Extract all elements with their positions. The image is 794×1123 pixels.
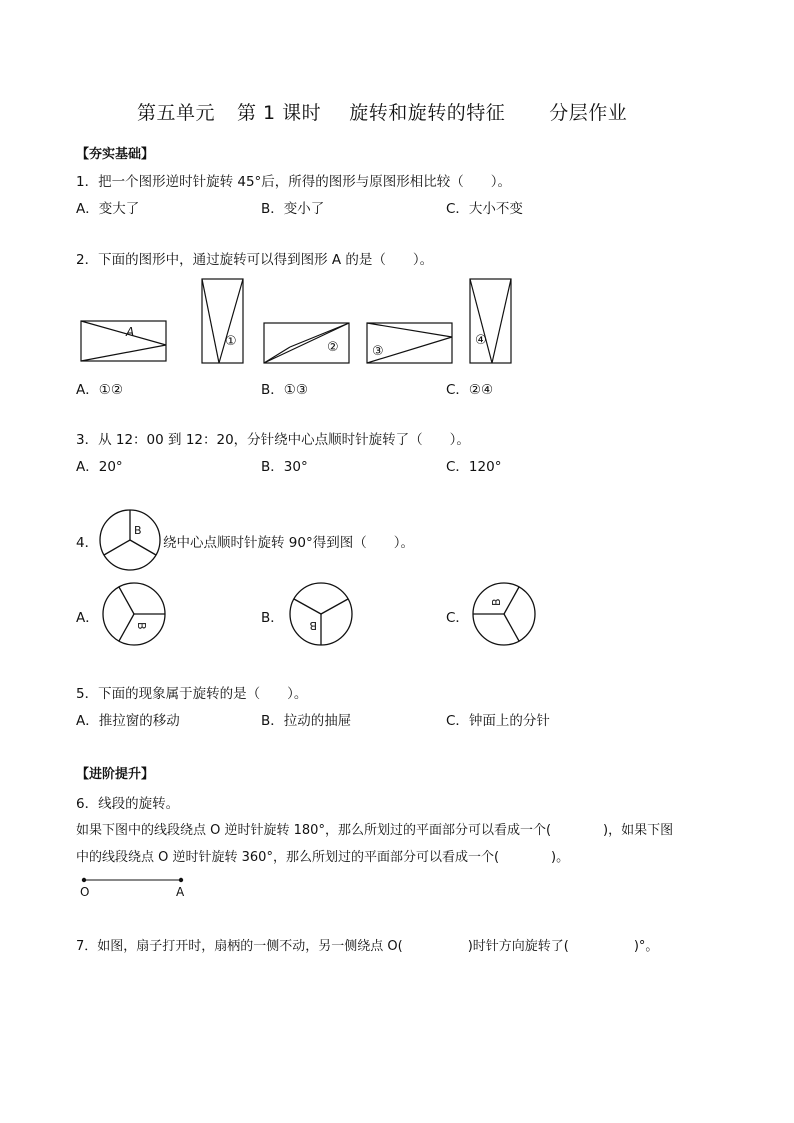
figure-1-label: ①: [225, 334, 237, 349]
figure-3-label: ③: [372, 344, 384, 359]
q4-option-a: A．: [76, 610, 99, 626]
q1-option-a: A．变大了: [76, 201, 140, 217]
q2-option-a: A．①②: [76, 382, 123, 398]
section-advanced: 【进阶提升】: [76, 767, 155, 782]
title-type: 分层作业: [549, 102, 628, 124]
q4-option-b-label: B: [309, 619, 317, 632]
q2-option-b: B．①③: [261, 382, 308, 398]
section-basic: 【夯实基础】: [76, 147, 155, 162]
q4-option-c: C．: [446, 610, 469, 626]
q4-option-a-label: B: [135, 622, 148, 630]
q1-option-b: B．变小了: [261, 201, 325, 217]
figure-4-label: ④: [475, 333, 487, 348]
question-1: 1．把一个图形逆时针旋转 45°后，所得的图形与原图形相比较（ ）。: [76, 174, 512, 190]
figure-2-label: ②: [327, 340, 339, 355]
q1-option-c: C．大小不变: [446, 201, 523, 217]
q5-option-b: B．拉动的抽屉: [261, 713, 352, 729]
question-2: 2．下面的图形中，通过旋转可以得到图形 A 的是（ ）。: [76, 252, 434, 268]
question-3: 3．从 12：00 到 12：20，分针绕中心点顺时针旋转了（ ）。: [76, 432, 470, 448]
q2-option-c: C．②④: [446, 382, 494, 398]
point-a-label: A: [176, 885, 185, 899]
title-lesson: 第 1 课时: [237, 102, 322, 124]
q4-option-b: B．: [261, 610, 284, 626]
q3-option-c: C．120°: [446, 459, 502, 475]
q5-option-a: A．推拉窗的移动: [76, 713, 180, 729]
question-7: 7．如图，扇子打开时，扇柄的一侧不动，另一侧绕点 O( )时针方向旋转了( )°。: [76, 939, 659, 954]
question-4-number: 4．: [76, 535, 99, 551]
title-topic: 旋转和旋转的特征: [349, 102, 506, 124]
q3-option-a: A．20°: [76, 459, 123, 475]
question-6-title: 6．线段的旋转。: [76, 796, 180, 812]
point-o-label: O: [80, 885, 90, 899]
q4-question-label: B: [134, 524, 142, 537]
q5-option-c: C．钟面上的分针: [446, 713, 550, 729]
question-6-line-1: 如果下图中的线段绕点 O 逆时针旋转 180°，那么所划过的平面部分可以看成一个( )，如果下图: [76, 823, 674, 838]
q3-option-b: B．30°: [261, 459, 308, 475]
question-4-text: 绕中心点顺时针旋转 90°得到图（ ）。: [163, 535, 414, 551]
figure-a-label: A: [126, 325, 135, 339]
q4-option-c-label: B: [490, 598, 503, 606]
question-5: 5．下面的现象属于旋转的是（ ）。: [76, 686, 308, 702]
title-unit: 第五单元: [137, 102, 216, 124]
question-6-line-2: 中的线段绕点 O 逆时针旋转 360°，那么所划过的平面部分可以看成一个( )。: [76, 850, 570, 865]
